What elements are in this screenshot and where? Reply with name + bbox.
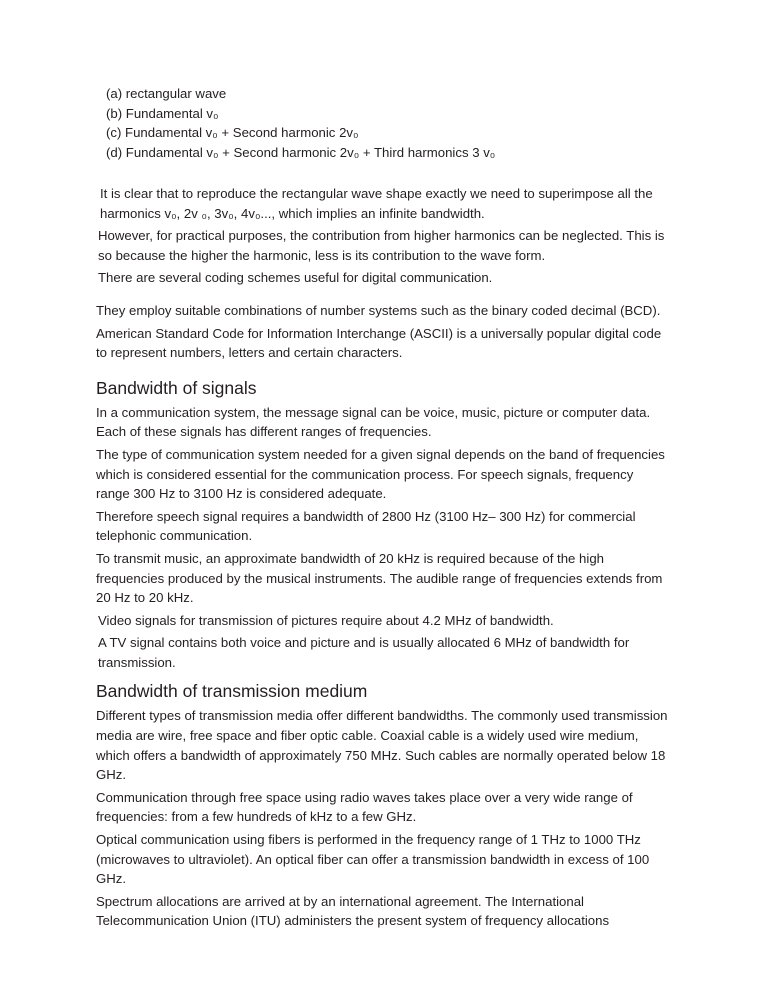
list-item: (c) Fundamental v₀ + Second harmonic 2v₀ xyxy=(106,125,359,140)
paragraph-spectrum-allocations: Spectrum allocations are arrived at by an international agreement. The International Telecommunication Union (ITU) administers the present system of frequency allocations xyxy=(96,893,610,929)
paragraph-system-band: The type of communication system needed for a given signal depends on the band of frequencies which is considered essential for the communication process. For speech signals, frequency range 300 Hz to 3100 Hz is considered adequate. xyxy=(96,446,665,502)
paragraph-tv-bandwidth: A TV signal contains both voice and picture and is usually allocated 6 MHz of bandwidth for transmission. xyxy=(98,635,630,670)
paragraph-practical-purposes: However, for practical purposes, the contribution from higher harmonics can be neglected. This is so because the higher the harmonic, less is its contribution to the wave form. xyxy=(98,228,665,263)
spacer xyxy=(96,288,669,301)
paragraph-coding-schemes: There are several coding schemes useful for digital communication. xyxy=(98,270,493,286)
spacer xyxy=(96,363,669,376)
paragraph-harmonics-superimpose: It is clear that to reproduce the rectangular wave shape exactly we need to superimpose all the harmonics v₀, 2v ₀, 3v₀, 4v₀..., which implies an infinite bandwidth. xyxy=(100,186,653,221)
list-item: (d) Fundamental v₀ + Second harmonic 2v₀ + Third harmonics 3 v₀ xyxy=(106,144,496,160)
spacer xyxy=(96,672,669,679)
paragraph-video-bandwidth: Video signals for transmission of pictures require about 4.2 MHz of bandwidth. xyxy=(98,612,554,628)
paragraph-message-signal: In a communication system, the message signal can be voice, music, picture or computer data. Each of these signals has different ranges of frequencies. xyxy=(96,404,651,440)
paragraph-ascii: American Standard Code for Information Interchange (ASCII) is a universally popular digital code to represent numbers, letters and certain characters. xyxy=(96,325,662,361)
heading-bandwidth-of-transmission-medium: Bandwidth of transmission medium xyxy=(96,681,368,702)
paragraph-free-space: Communication through free space using radio waves takes place over a very wide range of frequencies: from a few hundreds of kHz to a few GHz. xyxy=(96,789,633,825)
list-item: (a) rectangular wave xyxy=(106,86,227,101)
harmonics-list xyxy=(106,84,669,162)
paragraph-optical-communication: Optical communication using fibers is performed in the frequency range of 1 THz to 1000 THz (microwaves to ultraviolet). An optical fiber can offer a transmission bandwidth in excess of 100 GHz. xyxy=(96,832,650,887)
heading-bandwidth-of-signals: Bandwidth of signals xyxy=(96,377,257,398)
paragraph-transmission-media: Different types of transmission media offer different bandwidths. The commonly used transmission media are wire, free space and fiber optic cable. Coaxial cable is a widely used wire medium, which offers a bandwidth of approximately 750 MHz. Such cables are normally operated below 18 GHz. xyxy=(96,708,668,783)
paragraph-music-bandwidth: To transmit music, an approximate bandwidth of 20 kHz is required because of the high frequencies produced by the musical instruments. The audible range of frequencies extends from 20 Hz to 20 kHz. xyxy=(96,550,663,606)
spacer xyxy=(96,162,669,184)
list-item: (b) Fundamental v₀ xyxy=(106,105,219,121)
paragraph-speech-bandwidth: Therefore speech signal requires a bandwidth of 2800 Hz (3100 Hz– 300 Hz) for commercial telephonic communication. xyxy=(96,508,636,544)
paragraph-number-systems: They employ suitable combinations of number systems such as the binary coded decimal (BCD). xyxy=(96,302,661,318)
